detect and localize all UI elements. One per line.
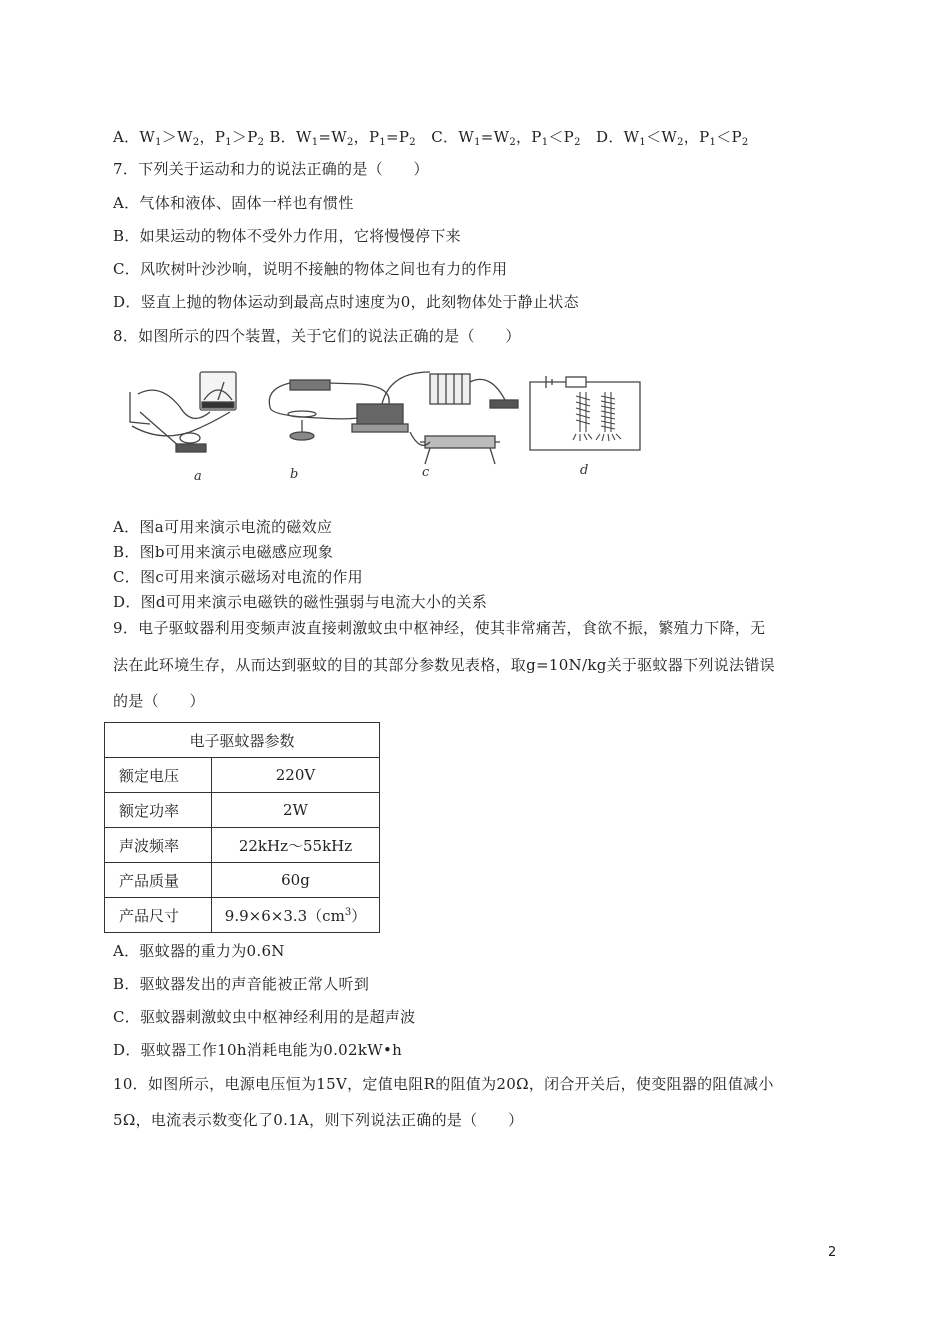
- table-cell-label: 产品尺寸: [105, 898, 212, 933]
- table-row: [105, 863, 380, 898]
- table-title: 电子驱蚊器参数: [105, 723, 380, 758]
- q9-option-a: A．驱蚊器的重力为0.6N: [113, 942, 285, 960]
- q7-option-d: D．竖直上抛的物体运动到最高点时速度为0，此刻物体处于静止状态: [113, 293, 579, 311]
- figure-label-a: a: [194, 469, 202, 484]
- table-cell-label: 额定电压: [105, 758, 212, 793]
- figure-d-apparatus: [530, 376, 640, 450]
- table-cell-value: $9.9\times 6\times 3.3(cm^3)$: [212, 898, 380, 933]
- q7-option-b: B．如果运动的物体不受外力作用，它将慢慢停下来: [113, 227, 461, 245]
- q9-parameter-table: [104, 722, 380, 933]
- figure-label-c: c: [422, 465, 430, 480]
- q8-option-a: A．图a可用来演示电流的磁效应: [113, 518, 333, 536]
- table-cell-value: 60g: [212, 863, 380, 898]
- table-cell-label: 产品质量: [105, 863, 212, 898]
- table-row: [105, 793, 380, 828]
- figure-label-d: d: [580, 463, 589, 478]
- q7-stem: 7．下列关于运动和力的说法正确的是（ ）: [113, 160, 429, 178]
- table-row: [105, 828, 380, 863]
- table-row: [105, 898, 380, 933]
- q10-stem-line-1: 10．如图所示，电源电压恒为15V，定值电阻R的阻值为20Ω，闭合开关后，使变阻器的阻值减小: [113, 1075, 774, 1093]
- figure-label-b: b: [290, 467, 299, 482]
- q7-option-a: A．气体和液体、固体一样也有惯性: [113, 194, 354, 212]
- q9-stem-line-3: 的是（ ）: [113, 692, 205, 710]
- q7-option-c: C．风吹树叶沙沙响，说明不接触的物体之间也有力的作用: [113, 260, 508, 278]
- q9-stem-line-2: 法在此环境生存，从而达到驱蚊的目的其部分参数见表格，取g=10N/kg关于驱蚊器下列说法错误: [113, 656, 775, 674]
- page-number: 2: [828, 1245, 837, 1260]
- table-cell-label: 声波频率: [105, 828, 212, 863]
- table-cell-value: 220V: [212, 758, 380, 793]
- q8-option-d: D．图d可用来演示电磁铁的磁性强弱与电流大小的关系: [113, 593, 488, 611]
- q8-figure: [120, 352, 650, 492]
- q9-option-d: D．驱蚊器工作10h消耗电能为0.02kW•h: [113, 1041, 403, 1059]
- q9-stem-line-1: 9．电子驱蚊器利用变频声波直接刺激蚊虫中枢神经，使其非常痛苦，食欲不振，繁殖力下降，无: [113, 619, 766, 637]
- q9-option-b: B．驱蚊器发出的声音能被正常人听到: [113, 975, 370, 993]
- table-cell-value: 2W: [212, 793, 380, 828]
- table-cell-value: 22kHz～55kHz: [212, 828, 380, 863]
- q10-stem-line-2: 5Ω，电流表示数变化了0.1A，则下列说法正确的是（ ）: [113, 1111, 524, 1129]
- q9-option-c: C．驱蚊器刺激蚊虫中枢神经利用的是超声波: [113, 1008, 416, 1026]
- figure-c-apparatus: [352, 372, 518, 464]
- table-cell-label: 额定功率: [105, 793, 212, 828]
- q8-stem: 8．如图所示的四个装置，关于它们的说法正确的是（ ）: [113, 327, 521, 345]
- q8-option-b: B．图b可用来演示电磁感应现象: [113, 543, 334, 561]
- table-row: [105, 758, 380, 793]
- q8-option-c: C．图c可用来演示磁场对电流的作用: [113, 568, 363, 586]
- table-header-row: [105, 723, 380, 758]
- q6-options-line: A．$W_1>W_2$，$P_1>P_2$ B．$W_1=W_2$，$P_1=P_2$ C．$W_1=W_2$，$P_1<P_2$ D．$W_1<W_2$，$P_1<P_2$: [113, 128, 749, 148]
- figure-a-apparatus: [130, 372, 236, 452]
